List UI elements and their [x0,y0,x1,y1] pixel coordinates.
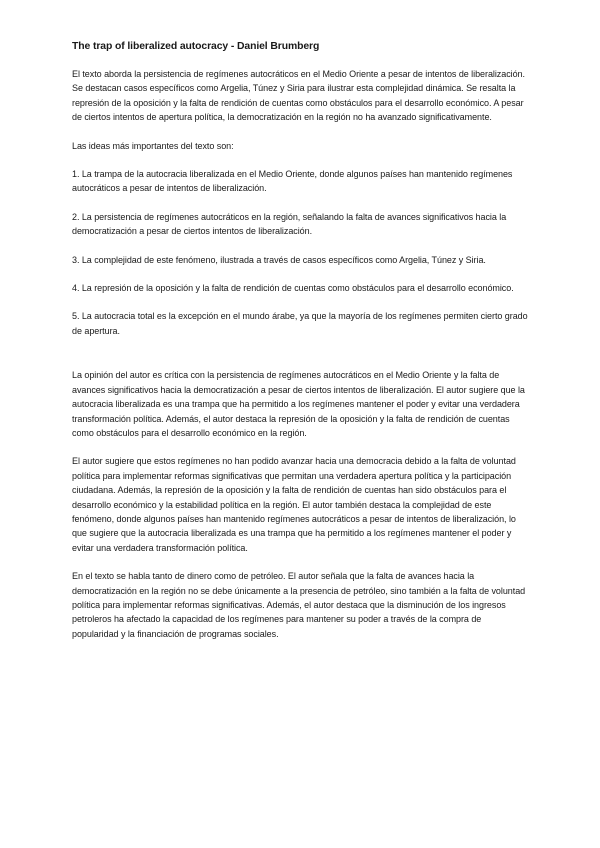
democracy-paragraph: El autor sugiere que estos regímenes no han podido avanzar hacia una democracia debido a la falta de voluntad política para implementar reformas significativas que permitan una verdadera apertura política y la participación ciudadana. Además, la represión de la oposición y la falta de rendición de cuentas han sido obstáculos para el desarrollo económico y la estabilidad política en la región. El autor también destaca la complejidad de este fenómeno, donde algunos países han mantenido regímenes autocráticos a pesar de intentos de liberalización, lo que sugiere que la autocracia liberalizada es una trampa que ha permitido a los regímenes mantener el poder y evitar una verdadera transformación política. [72,456,516,553]
oil-paragraph: En el texto se habla tanto de dinero como de petróleo. El autor señala que la falta de avances hacia la democratización en la región no se debe únicamente a la presencia de petróleo, sino también a la falta de voluntad política para implementar reformas significativas. Además, el autor destaca que la disminución de los ingresos petroleros ha afectado la capacidad de los regímenes para mantener su poder a través de la compra de popularidad y la financiación de programas sociales. [72,571,526,639]
intro-paragraph: El texto aborda la persistencia de regímenes autocráticos en el Medio Oriente a pesar de intentos de liberalización. Se destacan casos específicos como Argelia, Túnez y Siria para ilustrar esta complejidad dinámica. Se resalta la represión de la oposición y la falta de rendición de cuentas como obstáculos para el desarrollo económico. A pesar de ciertos intentos de apertura política, la democratización en la región no ha avanzado significativamente. [72,69,525,123]
ideas-heading: Las ideas más importantes del texto son: [72,140,234,151]
idea-item: 4. La represión de la oposición y la falta de rendición de cuentas como obstáculos para el desarrollo económico. [72,283,514,294]
idea-item: 2. La persistencia de regímenes autocráticos en la región, señalando la falta de avances significativos hacia la democratización a pesar de ciertos intentos de liberalización. [72,211,507,237]
idea-item: 1. La trampa de la autocracia liberalizada en el Medio Oriente, donde algunos países han mantenido regímenes autocráticos a pesar de intentos de liberalización. [72,169,513,194]
idea-item: 5. La autocracia total es la excepción en el mundo árabe, ya que la mayoría de los regímenes permiten cierto grado de apertura. [72,311,528,336]
opinion-paragraph: La opinión del autor es crítica con la persistencia de regímenes autocráticos en el Medio Oriente y la falta de avances significativos hacia la democratización a pesar de ciertos intentos de liberalización. El autor sugiere que la autocracia liberalizada es una trampa que ha permitido a los regímenes mantener el poder y evitar una verdadera transformación política. Además, el autor destaca la represión de la oposición y la falta de rendición de cuentas como obstáculos para el desarrollo económico en la región. [72,370,525,438]
idea-item: 3. La complejidad de este fenómeno, ilustrada a través de casos específicos como Argelia, Túnez y Siria. [72,254,486,265]
document-title: The trap of liberalized autocracy - Daniel Brumberg [72,41,320,52]
